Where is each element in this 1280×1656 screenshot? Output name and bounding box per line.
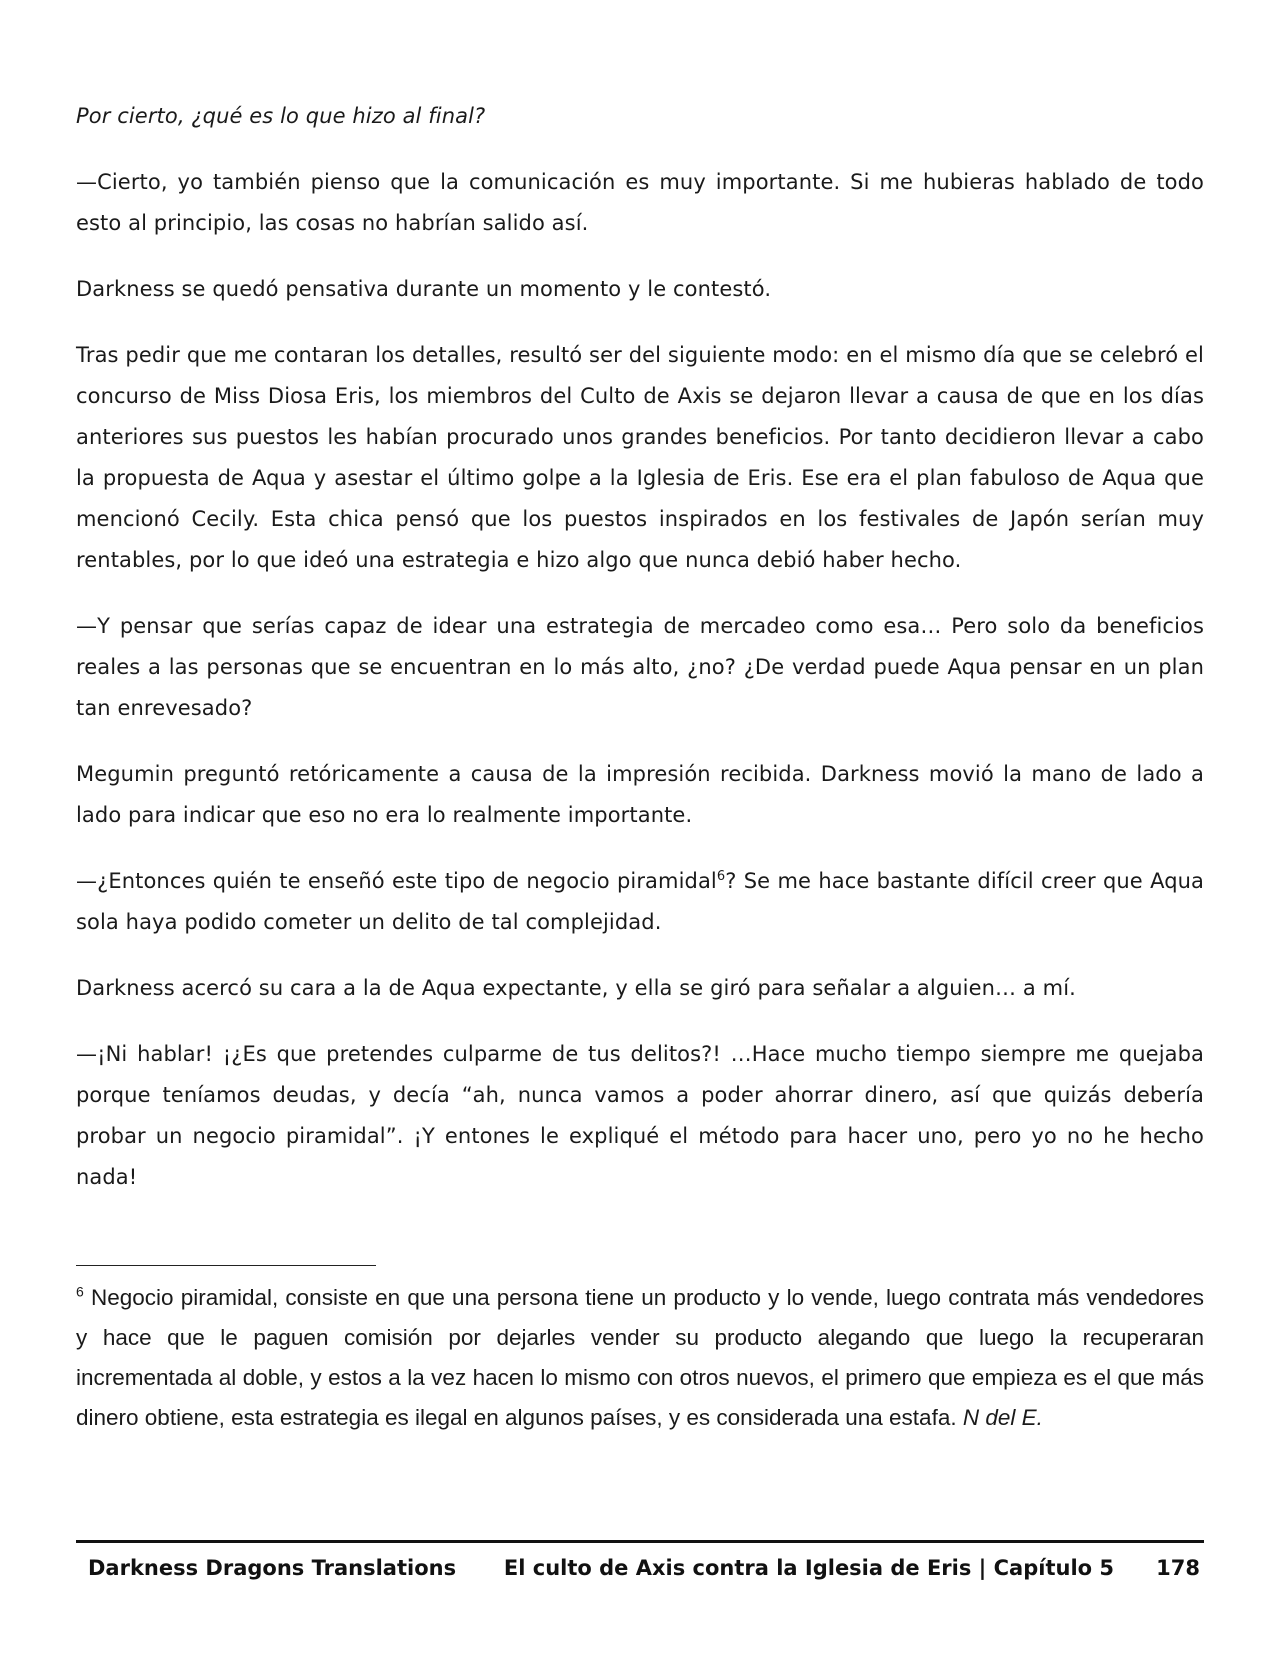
footnote-editor-note: N del E. <box>962 1405 1043 1430</box>
paragraph-with-footnote-ref <box>76 861 1204 943</box>
paragraph-text-after: ? Se me hace bastante difícil creer que Aqua sola haya podido cometer un delito de tal complejidad. <box>76 869 1204 934</box>
paragraph: Darkness se quedó pensativa durante un momento y le contestó. <box>76 277 772 301</box>
footnote-separator <box>76 1265 376 1266</box>
paragraph: —Y pensar que serías capaz de idear una estrategia de mercadeo como esa… Pero solo da beneficios reales a las personas que se encuentran en lo más alto, ¿no? ¿De verdad puede Aqua pensar en un plan tan enrevesado? <box>76 614 1204 720</box>
page-number: 178 <box>1156 1556 1200 1580</box>
paragraph: Tras pedir que me contaran los detalles, resultó ser del siguiente modo: en el mismo día que se celebró el concurso de Miss Diosa Eris, los miembros del Culto de Axis se dejaron llevar a causa de que en los días anteriores sus puestos les habían procurado unos grandes beneficios. Por tanto decidieron llevar a cabo la propuesta de Aqua y asestar el último golpe a la Iglesia de Eris. Ese era el plan fabuloso de Aqua que mencionó Cecily. Esta chica pensó que los puestos inspirados en los festivales de Japón serían muy rentables, por lo que ideó una estrategia e hizo algo que nunca debió haber hecho. <box>76 343 1204 572</box>
footnote-number: 6 <box>76 1283 84 1300</box>
paragraph: —¡Ni hablar! ¡¿Es que pretendes culparme de tus delitos?! …Hace mucho tiempo siempre me quejaba porque teníamos deudas, y decía “ah, nunca vamos a poder ahorrar dinero, así que quizás debería probar un negocio piramidal”. ¡Y entones le expliqué el método para hacer uno, pero yo no he hecho nada! <box>76 1042 1204 1189</box>
footer-chapter-title: El culto de Axis contra la Iglesia de Eris | Capítulo 5 <box>503 1556 1114 1580</box>
footnote-text: Negocio piramidal, consiste en que una persona tiene un producto y lo vende, luego contrata más vendedores y hace que le paguen comisión por dejarles vender su producto alegando que luego la recuperaran incrementada al doble, y estos a la vez hacen lo mismo con otros nuevos, el primero que empieza es el que más dinero obtiene, esta estrategia es ilegal en algunos países, y es considerada una estafa. <box>76 1285 1204 1430</box>
paragraph: Megumin preguntó retóricamente a causa de la impresión recibida. Darkness movió la mano de lado a lado para indicar que eso no era lo realmente importante. <box>76 762 1204 827</box>
footnote-reference[interactable]: 6 <box>716 869 726 884</box>
paragraph-text-before: —¿Entonces quién te enseñó este tipo de negocio piramidal <box>76 869 717 893</box>
footer-divider <box>76 1540 1204 1543</box>
paragraph: Darkness acercó su cara a la de Aqua expectante, y ella se giró para señalar a alguien… a mí. <box>76 976 1076 1000</box>
footnote <box>76 1278 1204 1438</box>
footer-translator: Darkness Dragons Translations <box>88 1556 457 1580</box>
paragraph: —Cierto, yo también pienso que la comunicación es muy importante. Si me hubieras hablado de todo esto al principio, las cosas no habrían salido así. <box>76 170 1204 235</box>
paragraph: Por cierto, ¿qué es lo que hizo al final? <box>76 104 486 128</box>
page-footer <box>76 1550 1204 1590</box>
page-body <box>76 96 1204 1223</box>
